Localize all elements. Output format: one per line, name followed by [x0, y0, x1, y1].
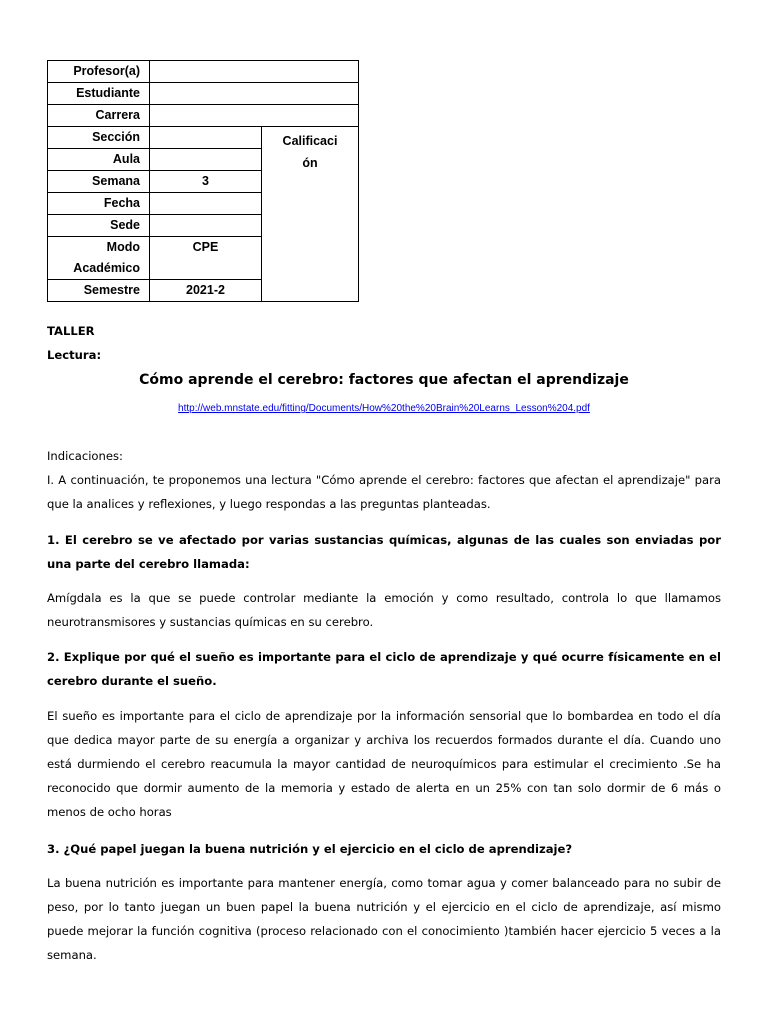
student-info-table: [47, 60, 359, 302]
question-1: 1. El cerebro se ve afectado por varias sustancias químicas, algunas de las cuales son enviadas por una parte del cerebro llamada:: [47, 533, 721, 571]
row-label-modo-line2: Académico: [73, 261, 140, 275]
row-label-seccion: Sección: [48, 127, 150, 149]
question-2: 2. Explique por qué el sueño es importante para el ciclo de aprendizaje y qué ocurre físicamente en el cerebro durante el sueño.: [47, 650, 721, 688]
row-value-profesor: [150, 61, 359, 83]
row-label-semestre: Semestre: [48, 280, 150, 302]
row-label-aula: Aula: [48, 149, 150, 171]
grade-label-line1: Calificaci: [282, 134, 338, 148]
row-label-estudiante: Estudiante: [48, 83, 150, 105]
row-label-modo: [48, 237, 150, 280]
question-3: 3. ¿Qué papel juegan la buena nutrición y el ejercicio en el ciclo de aprendizaje?: [47, 842, 573, 856]
row-label-fecha: Fecha: [48, 193, 150, 215]
row-label-modo-line1: Modo: [106, 240, 140, 254]
row-value-sede: [150, 215, 262, 237]
indicaciones-heading: Indicaciones:: [47, 449, 123, 463]
row-label-carrera: Carrera: [48, 105, 150, 127]
answer-1: Amígdala es la que se puede controlar mediante la emoción y como resultado, controla lo que llamamos neurotransmisores y sustancias químicas en su cerebro.: [47, 591, 721, 629]
row-value-estudiante: [150, 83, 359, 105]
taller-label: TALLER: [47, 324, 95, 338]
row-value-aula: [150, 149, 262, 171]
table-row: [48, 127, 359, 149]
row-value-semana: 3: [150, 171, 262, 193]
answer-2: El sueño es importante para el ciclo de aprendizaje por la información sensorial que lo bombardea en todo el día que dedica mayor parte de su energía a organizar y archiva los recuerdos formados durante el día. Cuando uno está durmiendo el cerebro reacumula la mayor cantidad de neuroquímicos para estimular el crecimiento .Se ha reconocido que dormir aumento de la memoria y estado de alerta en un 25% con tan solo dormir de 6 más o menos de ocho horas: [47, 709, 721, 819]
row-value-modo: CPE: [150, 237, 262, 280]
row-value-fecha: [150, 193, 262, 215]
reading-title: Cómo aprende el cerebro: factores que afectan el aprendizaje: [139, 372, 629, 388]
table-row: [48, 61, 359, 83]
row-value-seccion: [150, 127, 262, 149]
indicaciones-text: I. A continuación, te proponemos una lectura "Cómo aprende el cerebro: factores que afectan el aprendizaje" para que la analices y reflexiones, y luego respondas a las preguntas planteadas.: [47, 473, 721, 511]
table-row: [48, 105, 359, 127]
row-label-semana: Semana: [48, 171, 150, 193]
lectura-label: Lectura:: [47, 348, 102, 362]
answer-3: La buena nutrición es importante para mantener energía, como tomar agua y comer balanceado para no subir de peso, por lo tanto juegan un buen papel la buena nutrición y el ejercicio en el ciclo de aprendizaje, así mismo puede mejorar la función cognitiva (proceso relacionado con el conocimiento )también hacer ejercicio 5 veces a la semana.: [47, 876, 721, 962]
row-value-semestre: 2021-2: [150, 280, 262, 302]
table-row: [48, 83, 359, 105]
row-value-carrera: [150, 105, 359, 127]
row-label-profesor: Profesor(a): [48, 61, 150, 83]
reading-link[interactable]: http://web.mnstate.edu/fitting/Documents/How%20the%20Brain%20Learns_Lesson%204.pdf: [178, 403, 590, 414]
row-label-sede: Sede: [48, 215, 150, 237]
grade-cell: [262, 127, 359, 302]
grade-label-line2: ón: [302, 156, 318, 170]
